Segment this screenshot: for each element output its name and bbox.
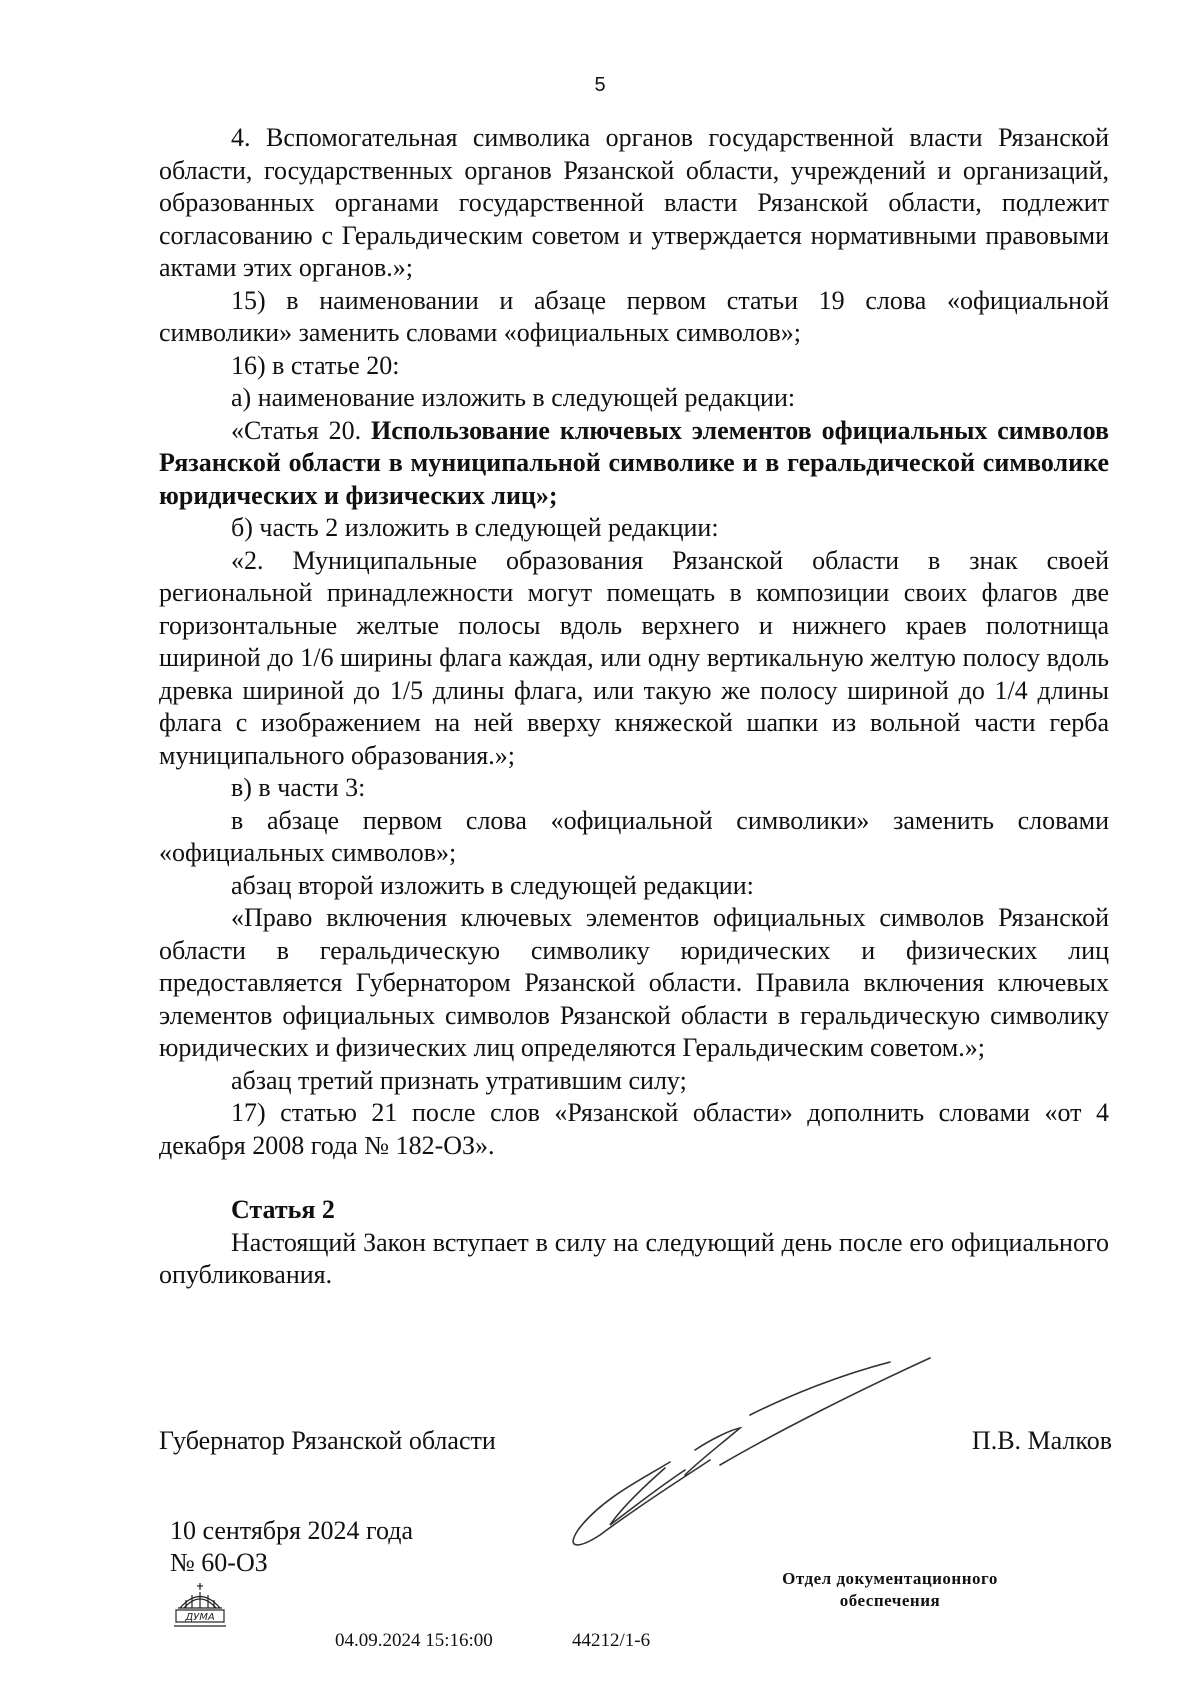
paragraph-p4: а) наименование изложить в следующей редакции: <box>231 383 796 412</box>
paragraph-p2: 15) в наименовании и абзаце первом статьи 19 слова «официальной символики» заменить словами «официальных символов»; <box>159 285 1109 347</box>
paragraph-p9: в абзаце первом слова «официальной символики» заменить словами «официальных символов»; <box>159 805 1109 867</box>
paragraph-p6: б) часть 2 изложить в следующей редакции: <box>231 513 719 542</box>
paragraph-p13: 17) статью 21 после слов «Рязанской области» дополнить словами «от 4 декабря 2008 года № 182-ОЗ». <box>159 1098 1109 1160</box>
page-number: 5 <box>594 74 606 96</box>
paragraph-p11: «Право включения ключевых элементов официальных символов Рязанской области в геральдическую символику юридических и физических лиц предоставляется Губернатором Рязанской области. Правила включения ключевых элементов официальных символов Рязанской области в геральдическую символику юридических и физических лиц определяются Геральдическим советом.»; <box>159 903 1109 1062</box>
article-20-title: Использование ключевых элементов официальных символов Рязанской области в муниципальной символике и в геральдической символике юридических и физических лиц»; <box>159 415 1109 510</box>
article-2-text: Настоящий Закон вступает в силу на следующий день после его официального опубликования. <box>159 1227 1109 1289</box>
handwritten-signature <box>560 1350 940 1550</box>
article-20-prefix: «Статья 20. <box>231 415 372 445</box>
paragraph-p12: абзац третий признать утратившим силу; <box>231 1065 687 1095</box>
footer-reg-number: 44212/1-6 <box>572 1630 651 1651</box>
logo-text: ДУМА <box>185 1612 215 1623</box>
governor-position: Губернатор Рязанской области <box>159 1426 496 1455</box>
paragraph-p5 <box>159 415 1109 513</box>
document-body <box>159 122 1109 1292</box>
department-line-1: Отдел документационного <box>782 1569 998 1588</box>
duma-logo-icon <box>170 1580 230 1630</box>
footer-datetime: 04.09.2024 15:16:00 <box>335 1630 493 1651</box>
paragraph-p1: 4. Вспомогательная символика органов государственной власти Рязанской области, государственных органов Рязанской области, учреждений и организаций, образованных органами государственной власти Рязанской области, подлежит согласованию с Геральдическим советом и утверждается нормативными правовыми актами этих органов.»; <box>159 123 1109 282</box>
paragraph-p8: в) в части 3: <box>231 773 366 802</box>
governor-name: П.В. Малков <box>971 1426 1112 1455</box>
department-stamp <box>740 1568 1040 1612</box>
law-number: № 60-ОЗ <box>170 1548 268 1577</box>
paragraph-p3: 16) в статье 20: <box>231 350 400 380</box>
paragraph-p7: «2. Муниципальные образования Рязанской области в знак своей региональной принадлежности могут помещать в композиции своих флагов две горизонтальные желтые полосы вдоль верхнего и нижнего краев полотнища шириной до 1/6 ширины флага каждая, или одну вертикальную желтую полосу вдоль древка шириной до 1/5 длины флага, или такую же полосу шириной до 1/4 длины флага с изображением на ней вверху княжеской шапки из вольной части герба муниципального образования.»; <box>159 545 1109 770</box>
department-line-2: обеспечения <box>839 1591 941 1610</box>
paragraph-p10: абзац второй изложить в следующей редакции: <box>231 870 754 900</box>
article-2-title: Статья 2 <box>231 1195 335 1224</box>
law-date-block <box>170 1515 413 1579</box>
law-date: 10 сентября 2024 года <box>170 1516 414 1545</box>
